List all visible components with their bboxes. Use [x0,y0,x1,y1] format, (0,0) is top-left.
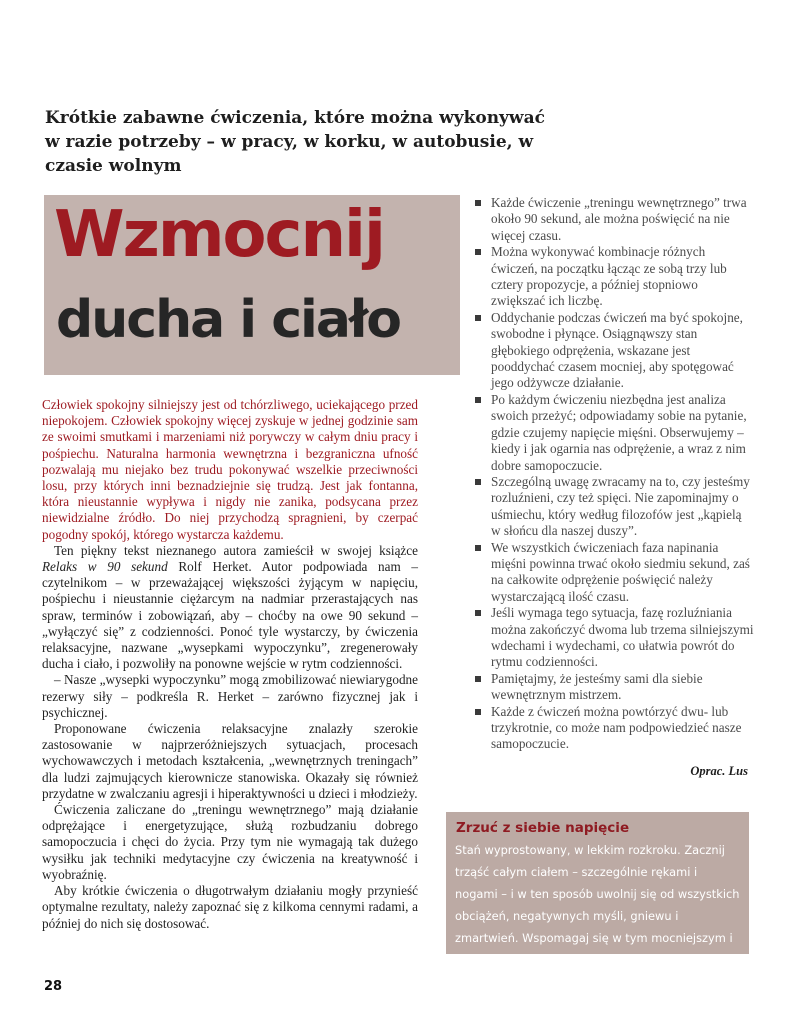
tip-item: Każde z ćwiczeń można powtórzyć dwu- lub trzykrotnie, co może nam podpowiedzieć nasze samopoczucie. [472,704,754,753]
article-paragraph [42,543,418,673]
article-paragraph: Proponowane ćwiczenia relaksacyjne znalazły szerokie zastosowanie w najprzeróżniejszych sytuacjach, procesach wychowawczych i metodach kształcenia, „wewnętrznych treningach” dla ludzi zajmujących kierownicze stanowiska. Okazały się również przydatne w zwalczaniu agresji i hiperaktywności u dzieci i młodzieży. [42,721,418,801]
article-paragraph: – Nasze „wysepki wypoczynku” mogą zmobilizować niewiarygodne rezerwy siły – podkreśla R. Herket – zarówno fizycznej jak i psychicznej. [42,672,418,720]
book-title: Relaks w 90 sekund [42,559,168,575]
tip-item: Można wykonywać kombinacje różnych ćwiczeń, na początku łącząc ze sobą trzy lub cztery propozycje, a później stopniowo zwiększać ich liczbę. [472,244,754,310]
article-paragraph: Aby krótkie ćwiczenia o długotrwałym działaniu mogły przynieść optymalne rezultaty, należy zapoznać się z kilkoma cennymi radami, a później do nich się dostosować. [42,883,418,931]
article-paragraph: Ćwiczenia zaliczane do „treningu wewnętrznego” mają działanie odprężające i energetyzujące, służą rozbudzaniu dobrego samopoczucia i chęci do życia. Przy tym nie wymagają tak dużego wysiłku jak techniki medytacyjne czy ćwiczenia na kreatywność i wyobraźnię. [42,802,418,882]
paragraph-text: Rolf Herket. Autor podpowiada nam – czytelnikom – w przeważającej większości żyjącym w napięciu, pośpiechu i nieustannie ciężarcym na nadmiar przerastających nas spraw, terminów i zobowiązań, aby – choćby na owe 90 sekund – „wyłączyć się” z codzienności. Ponoć tyle wystarczy, by ćwiczenia relaksacyjne, nazwane „wysepkami wypoczynku”, zregenerowały ducha i ciało, i pozwoliły na ponowne wejście w rytm codzienności. [42,559,418,672]
sidebar-title: Zrzuć z siebie napięcie [456,820,630,836]
tip-item: Szczególną uwagę zwracamy na to, czy jesteśmy rozluźnieni, czy też spięci. Nie zapominajmy o uśmiechu, który według filozofów jest „kąpielą w słońcu dla naszej duszy”. [472,474,754,540]
article-body [42,397,418,932]
page-number: 28 [44,979,63,994]
title-box [44,195,460,375]
headline-line-2: ducha i ciało [56,290,400,350]
tip-item: Po każdym ćwiczeniu niezbędna jest analiza swoich przeżyć; odpowiadamy sobie na pytanie, gdzie czujemy napięcie mięśni. Obserwujemy – kiedy i jak ogarnia nas odprężenie, a wraz z nim dobre samopoczucie. [472,392,754,474]
tip-item: We wszystkich ćwiczeniach faza napinania mięśni powinna trwać około siedmiu sekund, zaś na całkowite odprężenie poświęcić należy wystarczającą ilość czasu. [472,540,754,606]
tip-item: Pamiętajmy, że jesteśmy sami dla siebie wewnętrznym mistrzem. [472,671,754,704]
tips-column [472,195,754,753]
headline-line-1: Wzmocnij [54,198,384,272]
lead-text: Krótkie zabawne ćwiczenia, które można wykonywać w razie potrzeby – w pracy, w korku, w autobusie, w czasie wolnym [45,108,545,176]
paragraph-text: Ten piękny tekst nieznanego autora zamieścił w swojej książce [54,542,418,558]
tip-item: Jeśli wymaga tego sytuacja, fazę rozluźniania można zakończyć dwoma lub trzema silniejszymi wdechami i wydechami, co ułatwia powrót do rytmu codzienności. [472,605,754,671]
tips-list [472,195,754,753]
tip-item: Każde ćwiczenie „treningu wewnętrznego” trwa około 90 sekund, ale można poświęcić na nie więcej czasu. [472,195,754,244]
sidebar-box [446,812,749,967]
tip-item: Oddychanie podczas ćwiczeń ma być spokojne, swobodne i płynące. Osiągnąwszy stan głębokiego odprężenia, wskazane jest pooddychać czasem mocniej, aby spotęgować jego odżywcze działanie. [472,310,754,392]
sidebar-body: Stań wyprostowany, w lekkim rozkroku. Zacznij trząść całym ciałem – szczególnie rękami i nogami – i w ten sposób uwolnij się od wszystkich obciążeń, negatywnych myśli, gniewu i zmartwień. Wspomagaj się w tym mocniejszym i głośniejszym wydechem. [455,843,740,967]
author-credit: Oprac. Lus [690,764,748,778]
article-intro: Człowiek spokojny silniejszy jest od tchórzliwego, uciekającego przed niepokojem. Człowiek spokojny więcej zyskuje w jednej godzinie sam ze swoimi smutkami i marzeniami niż porywczy w całym dniu pracy i pośpiechu. Naturalna harmonia wewnętrzna i bezgraniczna ufność pozwalają mu niejako bez trudu pokonywać wszelkie przeciwności losu, przy których inni beznadziejnie się trudzą. Jest jak fontanna, która nieustannie wypływa i nigdy nie zanika, podsycana przez niewidzialne źródło. Do niej przychodzą spragnieni, by czerpać pogodny spokój, którego wystarcza każdemu. [42,397,418,542]
